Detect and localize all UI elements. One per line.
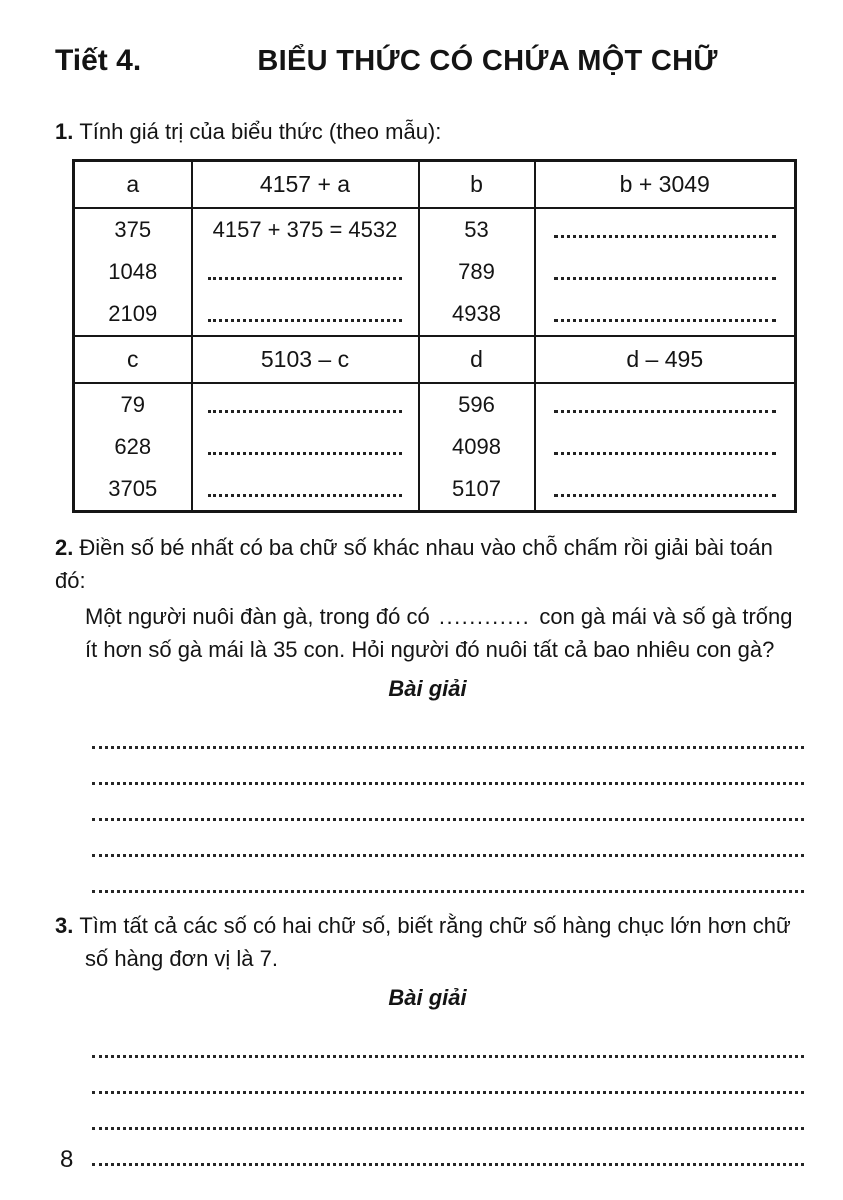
exercise-2-answer-area [92,713,804,893]
column-a-values [74,208,192,336]
header-cell-expr-d: d – 495 [535,336,796,383]
exercise-2-heading [55,531,800,597]
table-header-row-1 [74,161,796,208]
column-expr-d [535,383,796,512]
column-d-values [419,383,535,512]
value-cell: 375 [114,216,152,242]
dotted-blank [193,426,418,468]
value-cell: 2109 [108,300,158,326]
exercise-2-prompt: Điền số bé nhất có ba chữ số khác nhau vào chỗ chấm rồi giải bài toán đó: [55,534,773,593]
answer-line [92,1130,804,1166]
exercise-1-number: 1. [55,119,74,144]
header-cell-b: b [419,161,535,208]
dotted-blank [536,209,795,251]
exercise-3-answer-area [92,1022,804,1166]
header-cell-expr-c: 5103 – c [192,336,419,383]
page-number: 8 [60,1146,74,1173]
dotted-blank [536,426,795,468]
dotted-blank [193,384,418,426]
column-b-values [419,208,535,336]
answer-line [92,857,804,893]
value-cell: 628 [114,433,152,459]
exercise-3-prompt: Tìm tất cả các số có hai chữ số, biết rằng chữ số hàng chục lớn hơn chữ số hàng đơn vị là 7. [79,912,791,971]
page-title: BIỂU THỨC CÓ CHỨA MỘT CHỮ [257,45,718,77]
answer-line [92,749,804,785]
solution-heading-3: Bài giải [388,984,467,1010]
value-cell: 4938 [452,300,501,326]
value-cell: 789 [458,258,495,284]
value-cell: 596 [458,391,495,417]
exercise-3-heading [55,909,800,975]
exercise-1-prompt: Tính giá trị của biểu thức (theo mẫu): [79,119,442,144]
answer-blank-inline: ............ [438,603,531,629]
exercise-2-problem-text [85,600,800,666]
column-expr-c [192,383,419,512]
value-cell: 1048 [108,258,158,284]
value-table [72,159,797,513]
exercise-2-number: 2. [55,534,74,560]
problem-text-after-blank: con gà mái và số gà trống ít hơn số gà mái là 35 con. Hỏi người đó nuôi tất cả bao nhiêu con gà? [85,603,793,662]
value-cell: 79 [120,391,145,417]
dotted-blank [193,468,418,510]
dotted-blank [193,251,418,293]
dotted-blank [193,293,418,335]
value-cell: 53 [464,216,489,242]
dotted-blank [536,468,795,510]
example-cell: 4157 + 375 = 4532 [212,216,398,242]
answer-line [92,1094,804,1130]
dotted-blank [536,384,795,426]
header-cell-expr-b: b + 3049 [535,161,796,208]
table-body-row-1 [74,208,796,336]
value-cell: 4098 [452,433,501,459]
column-expr-a [192,208,419,336]
dotted-blank [536,293,795,335]
answer-line [92,713,804,749]
answer-line [92,785,804,821]
column-expr-b [535,208,796,336]
table-header-row-2 [74,336,796,383]
exercise-3-number: 3. [55,912,74,938]
answer-line [92,821,804,857]
header-cell-c: c [74,336,192,383]
answer-line [92,1058,804,1094]
header-cell-expr-a: 4157 + a [192,161,419,208]
problem-text-before-blank: Một người nuôi đàn gà, trong đó có [85,603,430,629]
page-header [55,44,800,78]
lesson-label: Tiết 4. [55,44,142,77]
header-cell-a: a [74,161,192,208]
table-body-row-2 [74,383,796,512]
solution-heading-2: Bài giải [388,675,467,701]
dotted-blank [536,251,795,293]
header-cell-d: d [419,336,535,383]
value-cell: 5107 [452,475,501,501]
exercise-1-heading [55,115,800,148]
column-c-values [74,383,192,512]
answer-line [92,1022,804,1058]
value-cell: 3705 [108,475,158,501]
